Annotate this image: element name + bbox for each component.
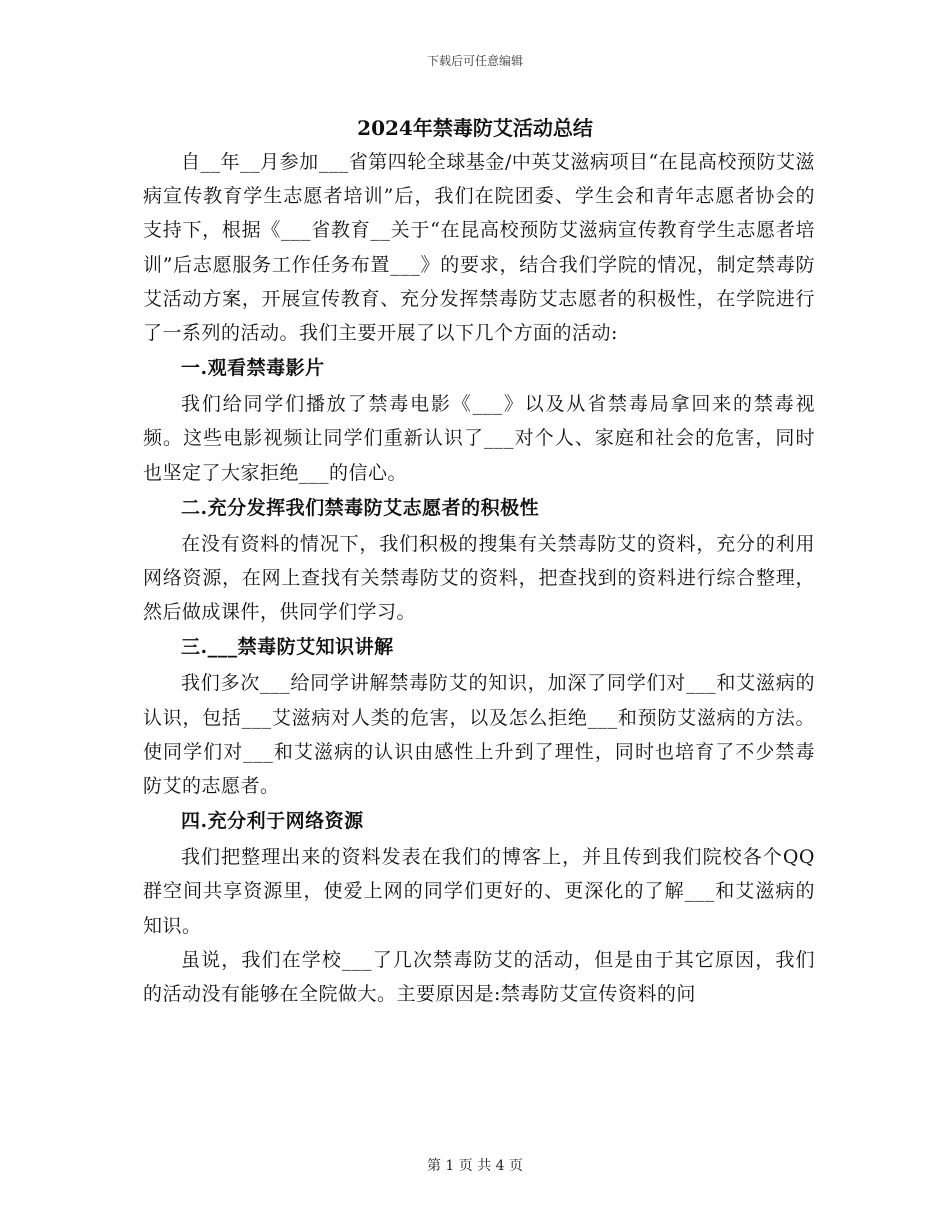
section-heading: 三.___禁毒防艾知识讲解 bbox=[181, 636, 394, 659]
closing-paragraph: 虽说，我们在学校___了几次禁毒防艾的活动，但是由于其它原因，我们的活动没有能够在全院做大。主要原因是:禁毒防艾宣传资料的问 bbox=[143, 948, 815, 1006]
document-title: 2024年禁毒防艾活动总结 bbox=[357, 116, 593, 140]
page-number: 第 1 页 共 4 页 bbox=[426, 1158, 524, 1174]
section-paragraph: 我们把整理出来的资料发表在我们的博客上，并且传到我们院校各个QQ群空间共享资源里，使爱上网的同学们更好的、更深化的了解___和艾滋病的知识。 bbox=[143, 846, 815, 937]
section-heading: 四.充分利于网络资源 bbox=[181, 810, 364, 833]
section-paragraph: 我们多次___给同学讲解禁毒防艾的知识，加深了同学们对___和艾滋病的认识，包括___艾滋病对人类的危害，以及怎么拒绝___和预防艾滋病的方法。使同学们对___和艾滋病的认识由感性上升到了理性，同时也培育了不少禁毒防艾的志愿者。 bbox=[143, 672, 815, 798]
section-heading: 一.观看禁毒影片 bbox=[181, 357, 325, 380]
section-paragraph: 我们给同学们播放了禁毒电影《___》以及从省禁毒局拿回来的禁毒视频。这些电影视频让同学们重新认识了___对个人、家庭和社会的危害，同时也坚定了大家拒绝___的信心。 bbox=[143, 393, 815, 484]
document-body bbox=[143, 145, 815, 1011]
page-header-note: 下载后可任意编辑 bbox=[426, 54, 523, 68]
section-heading: 二.充分发挥我们禁毒防艾志愿者的积极性 bbox=[181, 496, 540, 519]
section-paragraph: 在没有资料的情况下，我们积极的搜集有关禁毒防艾的资料，充分的利用网络资源，在网上查找有关禁毒防艾的资料，把查找到的资料进行综合整理，然后做成课件，供同学们学习。 bbox=[143, 532, 815, 624]
intro-paragraph: 自__年__月参加___省第四轮全球基金/中英艾滋病项目“在昆高校预防艾滋病宣传教育学生志愿者培训”后，我们在院团委、学生会和青年志愿者协会的支持下，根据《___省教育__关于“在昆高校预防艾滋病宣传教育学生志愿者培训”后志愿服务工作任务布置___》的要求，结合我们学院的情况，制定禁毒防艾活动方案，开展宣传教育、充分发挥禁毒防艾志愿者的积极性，在学院进行了一系列的活动。我们主要开展了以下几个方面的活动: bbox=[143, 151, 815, 345]
